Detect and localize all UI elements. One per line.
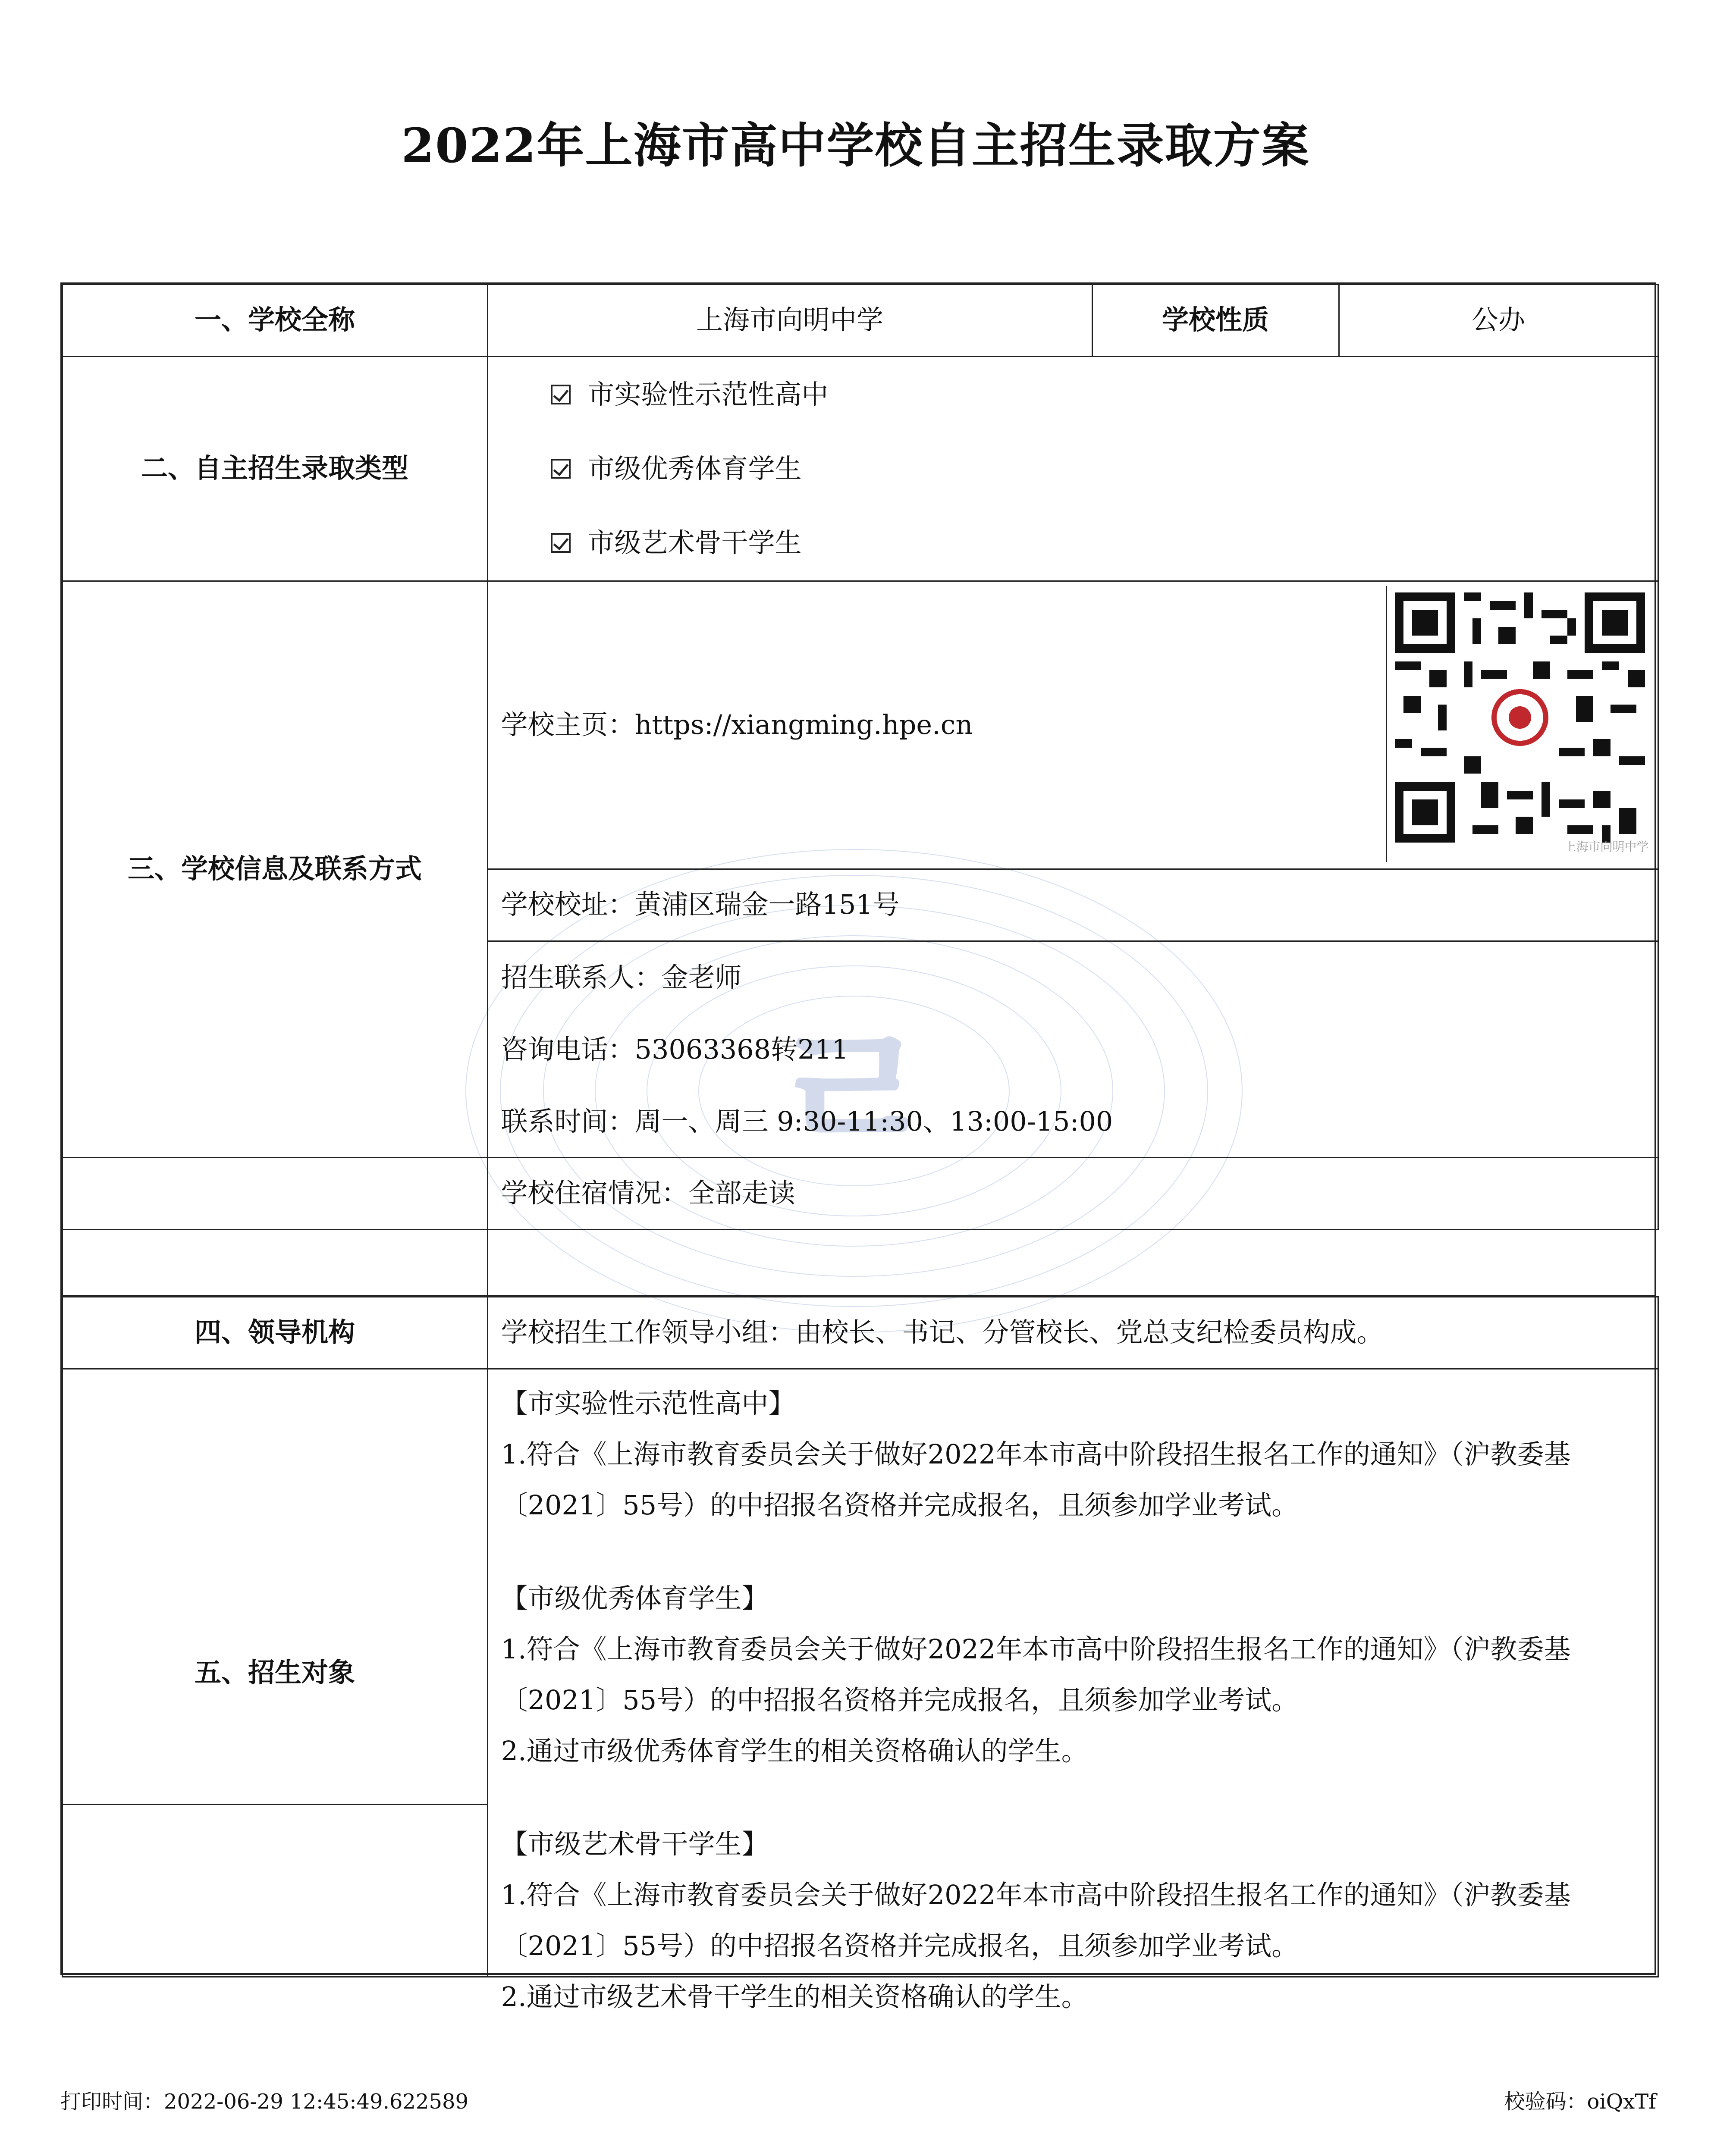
school-homepage: 学校主页：https://xiangming.hpe.cn [501, 708, 973, 740]
school-nature-label: 学校性质 [1092, 284, 1340, 357]
qr-caption: 上海市向明中学 [1564, 839, 1649, 854]
admission-table-lower [60, 1295, 1656, 2012]
checkbox-checked-icon [551, 385, 571, 404]
row-label-contact: 三、学校信息及联系方式 [62, 580, 488, 1158]
school-name-value: 上海市向明中学 [487, 284, 1093, 357]
checkbox-checked-icon [551, 533, 571, 553]
target-group-title: 【市级优秀体育学生】 [501, 1582, 769, 1614]
qr-code-box [1386, 586, 1653, 862]
row-label-targets: 五、招生对象 [62, 1368, 488, 1977]
target-group-title: 【市级艺术骨干学生】 [501, 1828, 769, 1860]
target-group-title: 【市实验性示范性高中】 [501, 1387, 795, 1419]
target-requirement: 2.通过市级优秀体育学生的相关资格确认的学生。 [501, 1735, 1088, 1767]
row-label-leadership: 四、领导机构 [62, 1296, 488, 1369]
school-nature-value: 公办 [1338, 284, 1659, 357]
target-requirement: 1.符合《上海市教育委员会关于做好2022年本市高中阶段招生报名工作的通知》（沪教委基〔2021〕55号）的中招报名资格并完成报名，且须参加学业考试。 [501, 1879, 1571, 1962]
contact-person: 招生联系人：金老师 [501, 961, 742, 993]
target-requirement: 1.符合《上海市教育委员会关于做好2022年本市高中阶段招生报名工作的通知》（沪教委基〔2021〕55号）的中招报名资格并完成报名，且须参加学业考试。 [501, 1438, 1571, 1521]
row-label-school-name: 一、学校全称 [62, 284, 488, 357]
target-requirement: 2.通过市级艺术骨干学生的相关资格确认的学生。 [501, 1981, 1088, 2012]
homepage-cell [487, 580, 1659, 870]
admission-type-label: 市级优秀体育学生 [587, 452, 802, 484]
check-code: 校验码：oiQxTf [1504, 2090, 1656, 2114]
boarding-info: 学校住宿情况：全部走读 [487, 1157, 1659, 1230]
admission-types-list [487, 356, 1659, 582]
contact-hours: 联系时间：周一、周三 9:30-11:30、13:00-15:00 [501, 1105, 1113, 1137]
checkbox-checked-icon [551, 459, 571, 479]
contact-phone: 咨询电话：53063368转211 [501, 1033, 849, 1065]
admission-type-item [551, 432, 1658, 506]
admission-type-label: 市实验性示范性高中 [587, 378, 829, 410]
target-requirement: 1.符合《上海市教育委员会关于做好2022年本市高中阶段招生报名工作的通知》（沪教委基〔2021〕55号）的中招报名资格并完成报名，且须参加学业考试。 [501, 1633, 1571, 1716]
leadership-value: 学校招生工作领导小组：由校长、书记、分管校长、党总支纪检委员构成。 [487, 1296, 1659, 1369]
targets-content [487, 1368, 1659, 2012]
qr-code-icon [1395, 592, 1645, 843]
row-label-contact-continued [62, 1157, 488, 1230]
school-address: 学校校址：黄浦区瑞金一路151号 [487, 868, 1659, 942]
admission-type-item [551, 357, 1658, 432]
admission-type-label: 市级艺术骨干学生 [587, 526, 802, 558]
page-title: 2022年上海市高中学校自主招生录取方案 [401, 118, 1310, 173]
svg-text:ㄹ: ㄹ [766, 992, 942, 1194]
print-time: 打印时间：2022-06-29 12:45:49.622589 [60, 2090, 469, 2114]
admission-type-item [551, 506, 1658, 580]
contact-details [487, 940, 1659, 1158]
row-label-admission-types: 二、自主招生录取类型 [62, 356, 488, 582]
